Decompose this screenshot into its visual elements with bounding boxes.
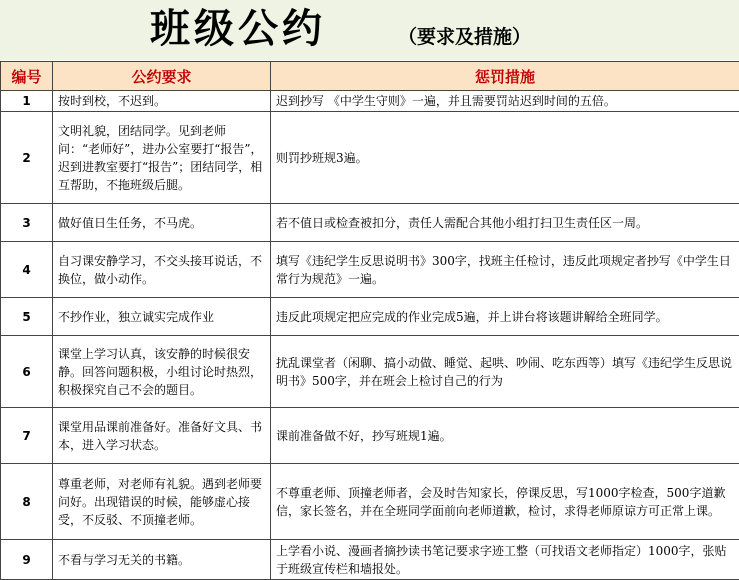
convention-table <box>0 61 739 580</box>
row-number: 7 <box>1 408 53 464</box>
row-number: 9 <box>1 540 53 580</box>
penalty-cell: 上学看小说、漫画者摘抄读书笔记要求字迹工整（可找语文老师指定）1000字，张贴于班级宣传栏和墙报处。 <box>271 540 739 580</box>
requirement-cell: 不抄作业，独立诚实完成作业 <box>53 298 271 336</box>
table-header-row <box>1 62 739 91</box>
table-row <box>1 242 739 298</box>
row-number: 4 <box>1 242 53 298</box>
table-row <box>1 298 739 336</box>
table-row <box>1 464 739 540</box>
requirement-cell: 做好值日生任务，不马虎。 <box>53 204 271 242</box>
requirement-cell: 尊重老师，对老师有礼貌。遇到老师要问好。出现错误的时候，能够虚心接受，不反驳、不顶撞老师。 <box>53 464 271 540</box>
penalty-cell: 若不值日或检查被扣分，责任人需配合其他小组打扫卫生责任区一周。 <box>271 204 739 242</box>
requirement-cell: 按时到校，不迟到。 <box>53 91 271 112</box>
penalty-cell: 不尊重老师、顶撞老师者，会及时告知家长，停课反思，写1000字检查，500字道歉信，家长签名，并在全班同学面前向老师道歉，检讨，求得老师原谅方可正常上课。 <box>271 464 739 540</box>
table-row <box>1 91 739 112</box>
table-row <box>1 540 739 580</box>
column-header-number: 编号 <box>1 62 53 91</box>
penalty-cell: 违反此项规定把应完成的作业完成5遍，并上讲台将该题讲解给全班同学。 <box>271 298 739 336</box>
row-number: 5 <box>1 298 53 336</box>
requirement-cell: 不看与学习无关的书籍。 <box>53 540 271 580</box>
row-number: 2 <box>1 112 53 204</box>
requirement-cell: 文明礼貌，团结同学。见到老师问：“老师好”，进办公室要打“报告”，迟到进教室要打“报告”；团结同学，相互帮助，不拖班级后腿。 <box>53 112 271 204</box>
penalty-cell: 迟到抄写 《中学生守则》一遍，并且需要罚站迟到时间的五倍。 <box>271 91 739 112</box>
page-title: 班级公约 <box>150 2 326 56</box>
table-row <box>1 408 739 464</box>
page-subtitle: （要求及措施） <box>398 22 531 49</box>
penalty-cell: 课前准备做不好，抄写班规1遍。 <box>271 408 739 464</box>
table-row <box>1 336 739 408</box>
title-banner <box>0 0 739 60</box>
penalty-cell: 填写《违纪学生反思说明书》300字，找班主任检讨，违反此项规定者抄写《中学生日常行为规范》一遍。 <box>271 242 739 298</box>
penalty-cell: 扰乱课堂者（闲聊、搞小动做、睡觉、起哄、吵闹、吃东西等）填写《违纪学生反思说明书》500字，并在班会上检讨自己的行为 <box>271 336 739 408</box>
table-row <box>1 204 739 242</box>
penalty-cell: 则罚抄班规3遍。 <box>271 112 739 204</box>
table-row <box>1 112 739 204</box>
row-number: 1 <box>1 91 53 112</box>
row-number: 8 <box>1 464 53 540</box>
row-number: 3 <box>1 204 53 242</box>
column-header-penalty: 惩罚措施 <box>271 62 739 91</box>
requirement-cell: 课堂用品课前准备好。准备好文具、书本，进入学习状态。 <box>53 408 271 464</box>
column-header-requirement: 公约要求 <box>53 62 271 91</box>
row-number: 6 <box>1 336 53 408</box>
requirement-cell: 课堂上学习认真，该安静的时候很安静。回答问题积极，小组讨论时热烈，积极探究自己不会的题目。 <box>53 336 271 408</box>
requirement-cell: 自习课安静学习，不交头接耳说话，不换位，做小动作。 <box>53 242 271 298</box>
